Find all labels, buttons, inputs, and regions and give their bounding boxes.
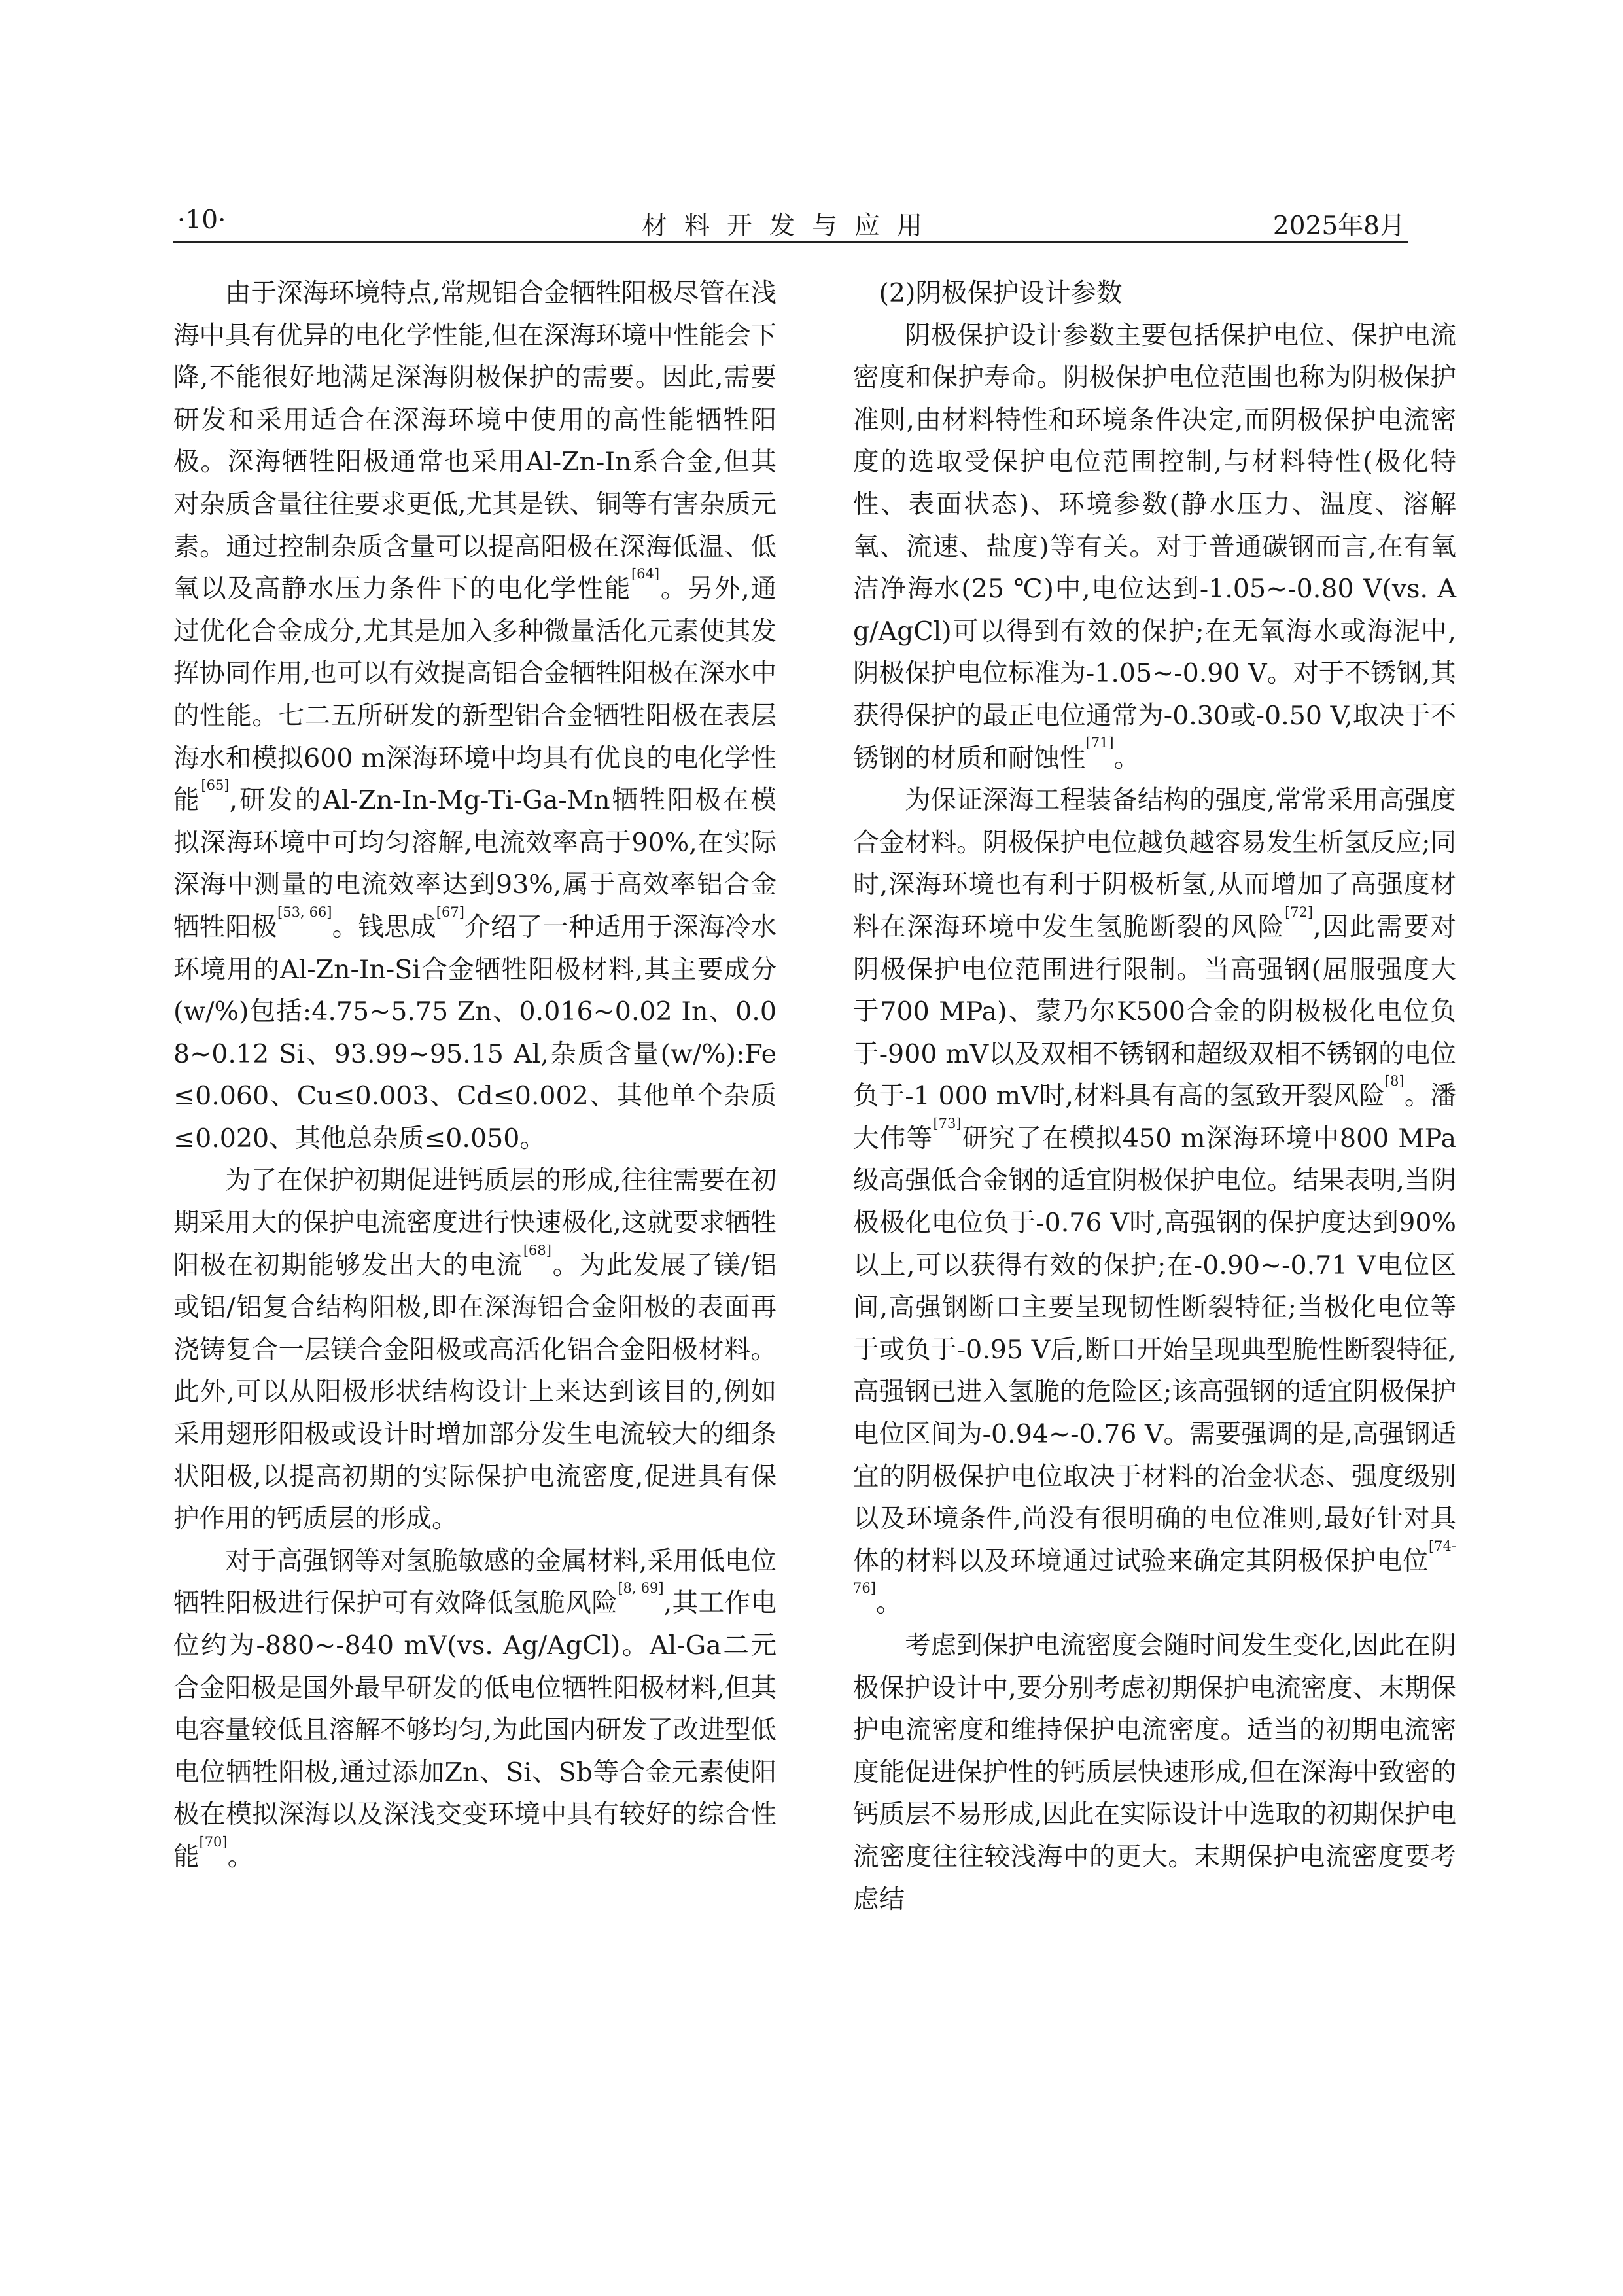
left-column [173, 272, 777, 1879]
paragraph [173, 1159, 777, 1540]
citation[interactable]: [64] [631, 566, 660, 582]
journal-title: 材料开发与应用 [641, 211, 939, 241]
text-run: ,其工作电位约为-880~-840 mV(vs. Ag/AgCl)。Al-Ga二元合金阳极是国外最早研发的低电位牺牲阳极材料,但其电容量较低且溶解不够均匀,为此国内研发了改进型低电位牺牲阳极,通过添加Zn、Si、Sb等合金元素使阳极在模拟深海以及深浅交变环境中具有较好的综合性能 [173, 1588, 777, 1872]
text-run: 。 [227, 1841, 254, 1872]
citation[interactable]: [71] [1085, 735, 1114, 751]
text-run: 由于深海环境特点,常规铝合金牺牲阳极尽管在浅海中具有优异的电化学性能,但在深海环境中性能会下降,不能很好地满足深海阴极保护的需要。因此,需要研发和采用适合在深海环境中使用的高性能牺牲阳极。深海牺牲阳极通常也采用Al-Zn-In系合金,但其对杂质含量往往要求更低,尤其是铁、铜等有害杂质元素。通过控制杂质含量可以提高阳极在深海低温、低氧以及高静水压力条件下的电化学性能 [173, 278, 777, 605]
text-run: 。为此发展了镁/铝或铝/铝复合结构阳极,即在深海铝合金阳极的表面再浇铸复合一层镁合金阳极或高活化铝合金阳极材料。此外,可以从阳极形状结构设计上来达到该目的,例如采用翅形阳极或设计时增加部分发生电流较大的细条状阳极,以提高初期的实际保护电流密度,促进具有保护作用的钙质层的形成。 [173, 1250, 777, 1534]
paragraph [173, 1540, 777, 1879]
header-rule [173, 241, 1408, 243]
citation[interactable]: [65] [201, 777, 230, 793]
citation[interactable]: [73] [933, 1115, 962, 1131]
paragraph [173, 272, 777, 1159]
paragraph [853, 779, 1456, 1625]
citation[interactable]: [67] [436, 904, 464, 920]
right-column [853, 272, 1456, 1920]
text-run: 为保证深海工程装备结构的强度,常常采用高强度合金材料。阴极保护电位越负越容易发生析氢反应;同时,深海环境也有利于阴极析氢,从而增加了高强度材料在深海环境中发生氢脆断裂的风险 [853, 785, 1456, 942]
text-run: ,研发的Al-Zn-In-Mg-Ti-Ga-Mn牺牲阳极在模拟深海环境中可均匀溶解,电流效率高于90%,在实际深海中测量的电流效率达到93%,属于高效率铝合金牺牲阳极 [173, 785, 777, 942]
text-run: 介绍了一种适用于深海冷水环境用的Al-Zn-In-Si合金牺牲阳极材料,其主要成分(w/%)包括:4.75~5.75 Zn、0.016~0.02 In、0.08~0.12 Si、93.99~95.15 Al,杂质含量(w/%):Fe≤0.060、Cu≤0.003、Cd≤0.002、其他单个杂质≤0.020、其他总杂质≤0.050。 [173, 911, 777, 1154]
text-run: 对于高强钢等对氢脆敏感的金属材料,采用低电位牺牲阳极进行保护可有效降低氢脆风险 [173, 1545, 777, 1619]
citation[interactable]: [8] [1384, 1073, 1405, 1089]
running-header [173, 202, 1408, 242]
paragraph [853, 1625, 1456, 1920]
text-run: 考虑到保护电流密度会随时间发生变化,因此在阴极保护设计中,要分别考虑初期保护电流密度、末期保护电流密度和维持保护电流密度。适当的初期电流密度能促进保护性的钙质层快速形成,但在深海中致密的钙质层不易形成,因此在实际设计中选取的初期保护电流密度往往较浅海中的更大。末期保护电流密度要考虑结 [853, 1631, 1456, 1915]
citation[interactable]: [68] [523, 1242, 551, 1258]
citation[interactable]: [72] [1285, 904, 1314, 920]
citation[interactable]: [8, 69] [618, 1580, 664, 1597]
citation[interactable]: [70] [199, 1833, 228, 1850]
text-run: 研究了在模拟450 m深海环境中800 MPa级高强低合金钢的适宜阴极保护电位。结果表明,当阴极极化电位负于-0.76 V时,高强钢的保护度达到90%以上,可以获得有效的保护;在-0.90~-0.71 V电位区间,高强钢断口主要呈现韧性断裂特征;当极化电位等于或负于-0.95 V后,断口开始呈现典型脆性断裂特征,高强钢已进入氢脆的危险区;该高强钢的适宜阴极保护电位区间为-0.94~-0.76 V。需要强调的是,高强钢适宜的阴极保护电位取决于材料的冶金状态、强度级别以及环境条件,尚没有很明确的电位准则,最好针对具体的材料以及环境通过试验来确定其阴极保护电位 [853, 1123, 1457, 1576]
citation[interactable]: [74-76] [853, 1538, 1456, 1597]
text-run: ,因此需要对阴极保护电位范围进行限制。当高强钢(屈服强度大于700 MPa)、蒙乃尔K500合金的阴极极化电位负于-900 mV以及双相不锈钢和超级双相不锈钢的电位负于-1 000 mV时,材料具有高的氢致开裂风险 [853, 911, 1456, 1112]
paragraph [853, 315, 1456, 780]
text-run: 。另外,通过优化合金成分,尤其是加入多种微量活化元素使其发挥协同作用,也可以有效提高铝合金牺牲阳极在深水中的性能。七二五所研发的新型铝合金牺牲阳极在表层海水和模拟600 m深海环境中均具有优良的电化学性能 [173, 574, 777, 816]
issue-date: 2025年8月 [1272, 211, 1405, 241]
citation[interactable]: [53, 66] [277, 904, 332, 920]
text-run: 。 [1113, 743, 1140, 773]
text-run: 。钱思成 [332, 911, 436, 942]
page-number: ·10· [177, 205, 226, 235]
text-run: 阴极保护设计参数主要包括保护电位、保护电流密度和保护寿命。阴极保护电位范围也称为阴极保护准则,由材料特性和环境条件决定,而阴极保护电流密度的选取受保护电位范围控制,与材料特性(极化特性、表面状态)、环境参数(静水压力、温度、溶解氧、流速、盐度)等有关。对于普通碳钢而言,在有氧洁净海水(25 ℃)中,电位达到-1.05~-0.80 V(vs. Ag/AgCl)可以得到有效的保护;在无氧海水或海泥中,阴极保护电位标准为-1.05~-0.90 V。对于不锈钢,其获得保护的最正电位通常为-0.30或-0.50 V,取决于不锈钢的材质和耐蚀性 [853, 320, 1456, 773]
text-run: 为了在保护初期促进钙质层的形成,往往需要在初期采用大的保护电流密度进行快速极化,这就要求牺牲阳极在初期能够发出大的电流 [173, 1165, 777, 1280]
text-run: 。 [875, 1588, 902, 1619]
text-run: 。潘大伟等 [853, 1081, 1456, 1154]
section-heading: (2)阴极保护设计参数 [879, 278, 1123, 308]
